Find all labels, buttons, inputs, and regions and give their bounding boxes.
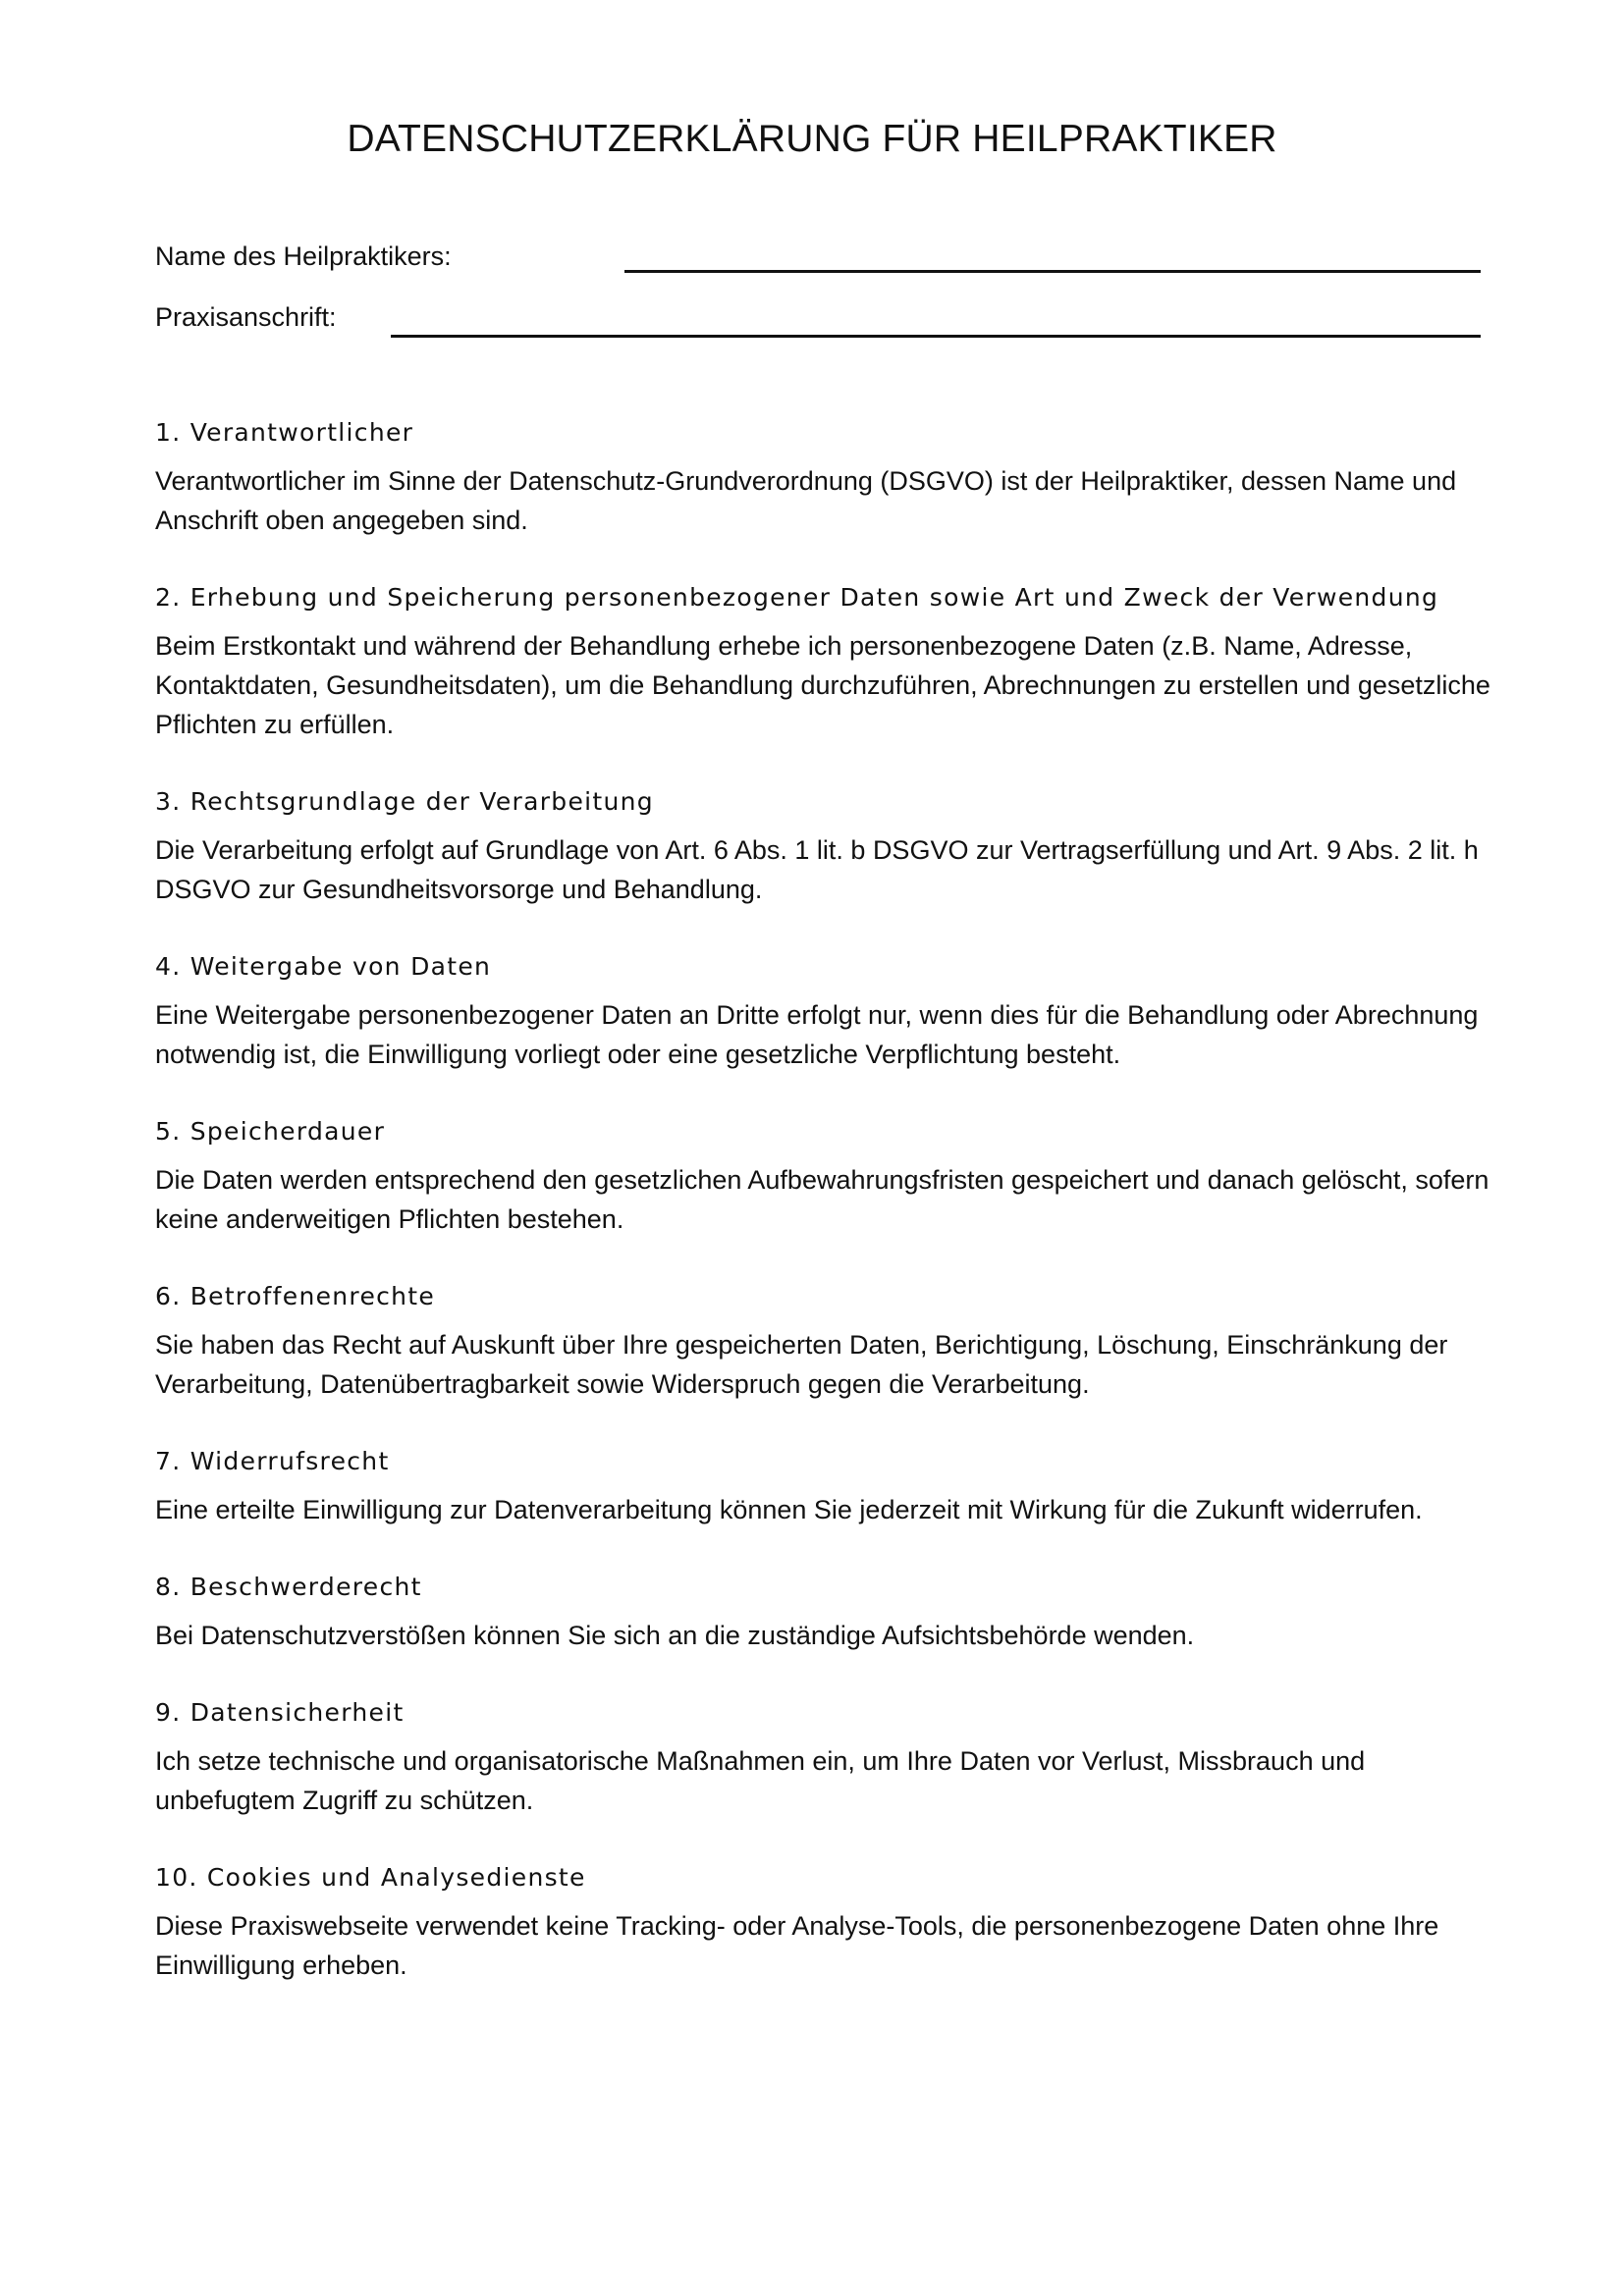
section-withdrawal (155, 1445, 1490, 1529)
section-retention (155, 1115, 1490, 1239)
sections-list (155, 416, 1490, 2026)
section-controller (155, 416, 1490, 540)
section-heading: 8. Beschwerderecht (155, 1573, 422, 1601)
section-data-sharing (155, 950, 1490, 1074)
section-text: Eine Weitergabe personenbezogener Daten an Dritte erfolgt nur, wenn dies für die Behandlung oder Abrechnung notwendig ist, die Einwilligung vorliegt oder eine gesetzliche Verpflichtung besteht. (155, 1000, 1479, 1069)
section-text: Sie haben das Recht auf Auskunft über Ihre gespeicherten Daten, Berichtigung, Löschung, Einschränkung der Verarbeitung, Datenübertragbarkeit sowie Widerspruch gegen die Verarbeitung. (155, 1330, 1448, 1399)
section-text: Diese Praxiswebseite verwendet keine Tracking- oder Analyse-Tools, die personenbezogene Daten ohne Ihre Einwilligung erheben. (155, 1911, 1439, 1980)
document-title: DATENSCHUTZERKLÄRUNG FÜR HEILPRAKTIKER (347, 118, 1277, 160)
section-heading: 7. Widerrufsrecht (155, 1447, 390, 1475)
section-heading: 1. Verantwortlicher (155, 418, 414, 447)
section-text: Ich setze technische und organisatorische Maßnahmen ein, um Ihre Daten vor Verlust, Missbrauch und unbefugtem Zugriff zu schützen. (155, 1746, 1366, 1815)
practice-address-label: Praxisanschrift: (155, 302, 337, 332)
section-complaint (155, 1571, 1490, 1655)
section-heading: 9. Datensicherheit (155, 1698, 405, 1727)
section-heading: 4. Weitergabe von Daten (155, 952, 492, 981)
section-cookies (155, 1861, 1490, 1985)
section-legal-basis (155, 785, 1490, 909)
practitioner-name-label: Name des Heilpraktikers: (155, 241, 452, 271)
section-text: Bei Datenschutzverstößen können Sie sich an die zuständige Aufsichtsbehörde wenden. (155, 1621, 1195, 1650)
practice-address-line (391, 335, 1481, 338)
section-data-security (155, 1696, 1490, 1820)
practice-address-field (155, 300, 1481, 340)
section-text: Beim Erstkontakt und während der Behandlung erhebe ich personenbezogene Daten (z.B. Name, Adresse, Kontaktdaten, Gesundheitsdaten), um die Behandlung durchzuführen, Abrechnungen zu erstellen und gesetzliche Pflichten zu erfüllen. (155, 631, 1490, 739)
practitioner-name-field (155, 240, 1481, 279)
section-heading: 2. Erhebung und Speicherung personenbezogener Daten sowie Art und Zweck der Verwendung (155, 583, 1439, 612)
section-data-subject-rights (155, 1280, 1490, 1404)
section-text: Die Daten werden entsprechend den gesetzlichen Aufbewahrungsfristen gespeichert und danach gelöscht, sofern keine anderweitigen Pflichten bestehen. (155, 1165, 1489, 1234)
section-text: Verantwortlicher im Sinne der Datenschutz-Grundverordnung (DSGVO) ist der Heilpraktiker, dessen Name und Anschrift oben angegeben sind. (155, 466, 1457, 535)
section-data-collection (155, 581, 1490, 744)
section-heading: 10. Cookies und Analysedienste (155, 1863, 586, 1892)
section-text: Die Verarbeitung erfolgt auf Grundlage von Art. 6 Abs. 1 lit. b DSGVO zur Vertragserfüllung und Art. 9 Abs. 2 lit. h DSGVO zur Gesundheitsvorsorge und Behandlung. (155, 835, 1479, 904)
practitioner-name-line (624, 270, 1481, 273)
section-heading: 6. Betroffenenrechte (155, 1282, 436, 1310)
section-text: Eine erteilte Einwilligung zur Datenverarbeitung können Sie jederzeit mit Wirkung für die Zukunft widerrufen. (155, 1495, 1423, 1524)
section-heading: 3. Rechtsgrundlage der Verarbeitung (155, 787, 654, 816)
section-heading: 5. Speicherdauer (155, 1117, 386, 1146)
